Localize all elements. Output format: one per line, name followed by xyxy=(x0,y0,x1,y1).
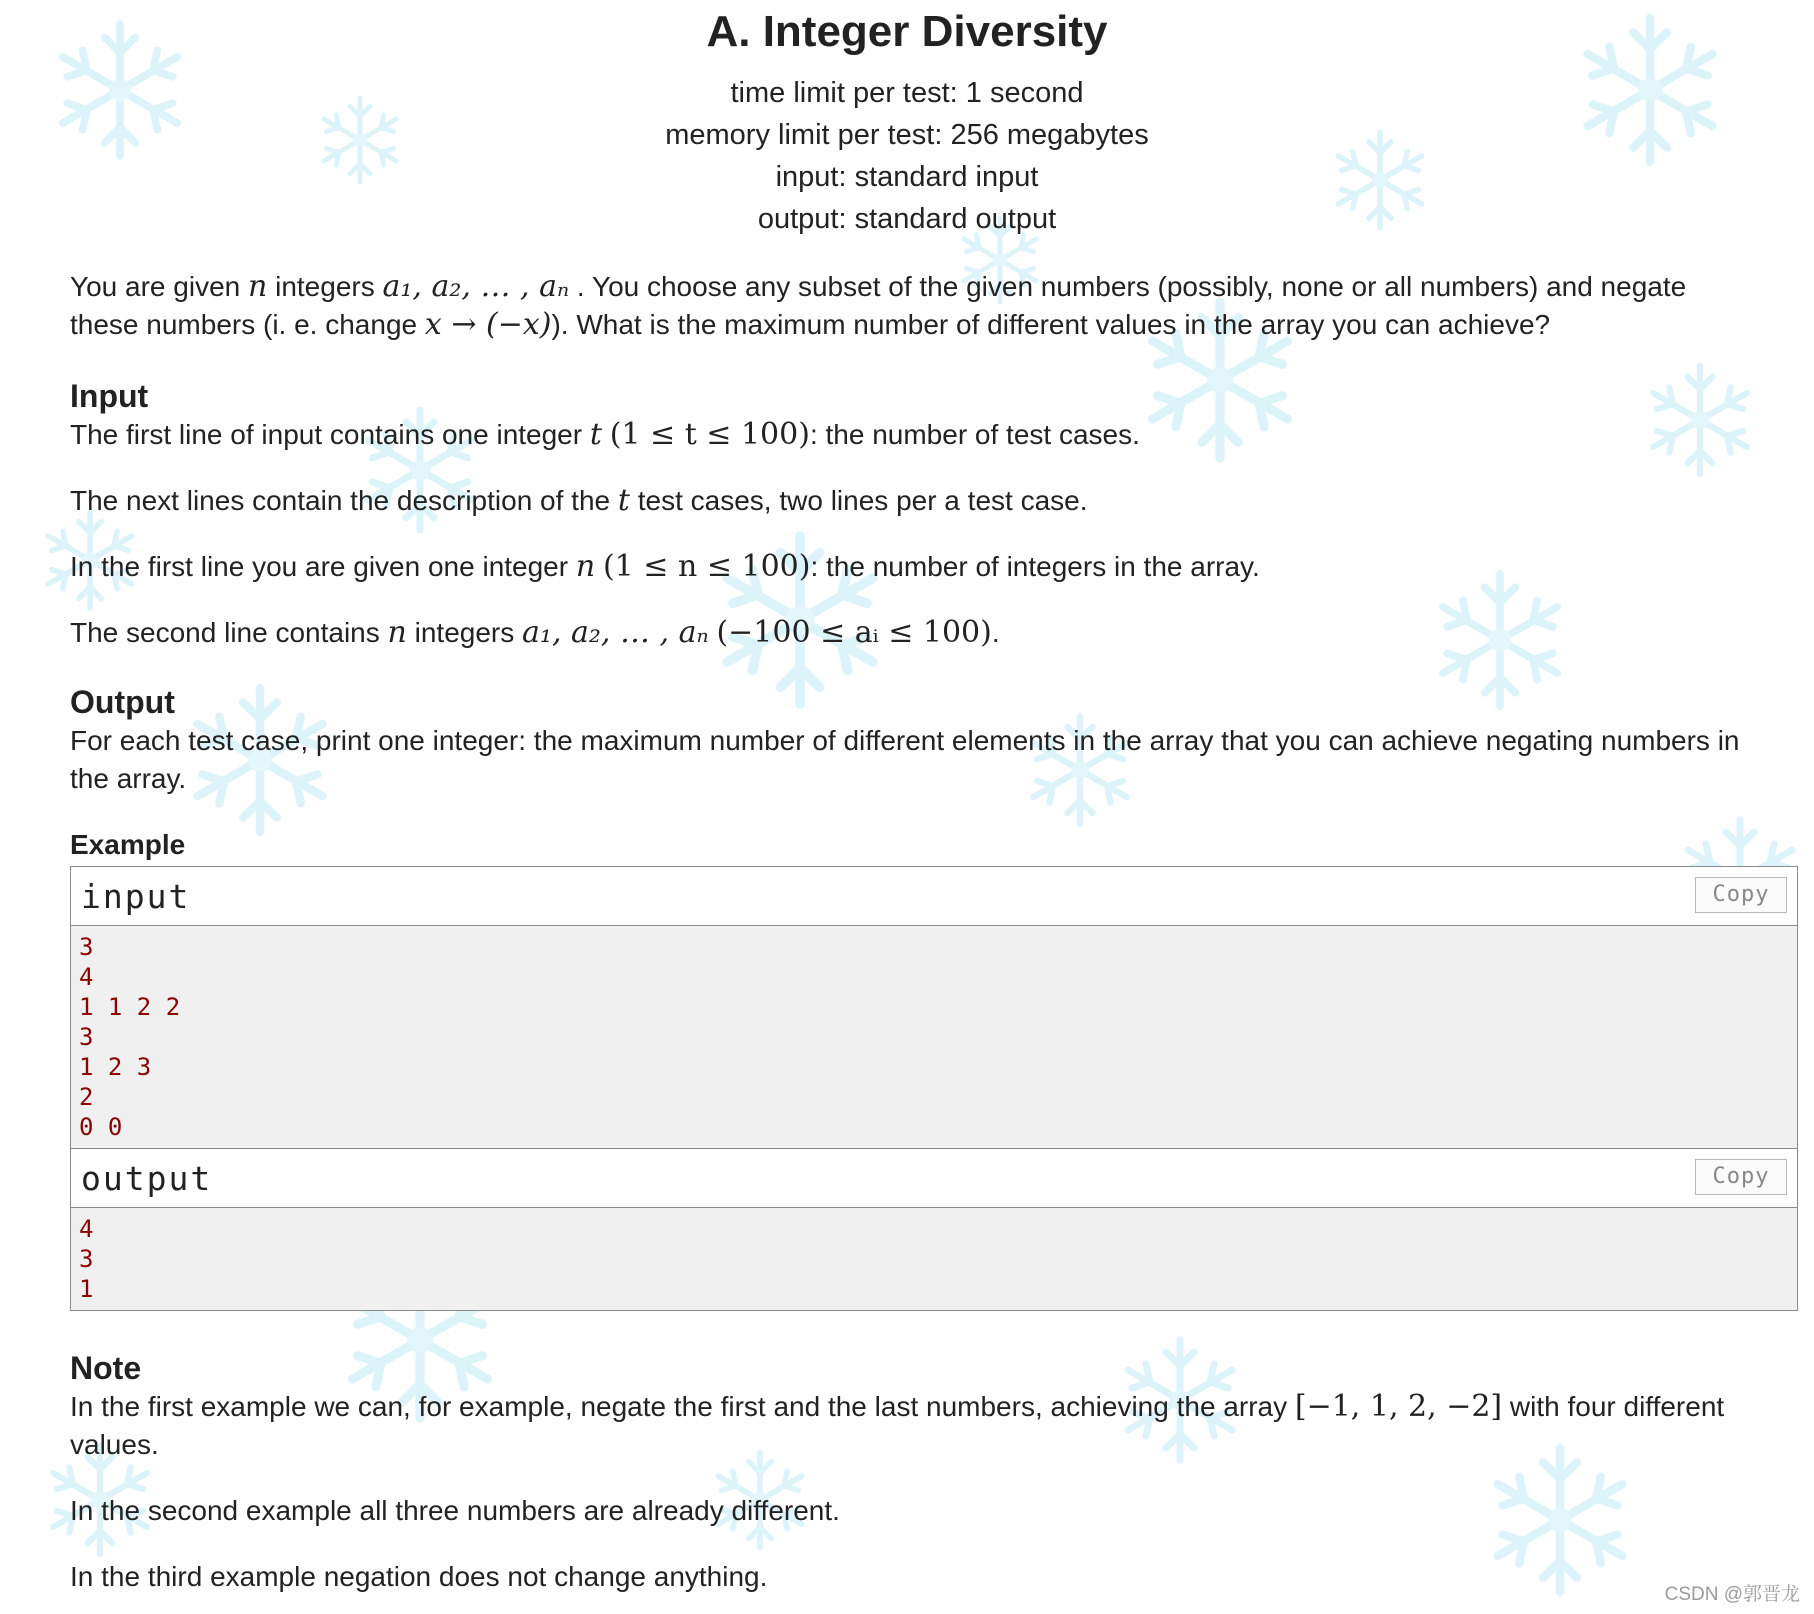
input-file: input: standard input xyxy=(775,161,1039,193)
example-title: Example xyxy=(70,829,186,860)
output-section xyxy=(70,682,1760,798)
example-input-header xyxy=(71,867,1797,926)
note-title: Note xyxy=(70,1350,142,1386)
math-sequence-2: a₁, a₂, … , aₙ xyxy=(522,615,709,650)
math-negation: x → (−x) xyxy=(424,307,552,342)
example-output-line: 1 xyxy=(79,1275,94,1303)
copy-input-button[interactable]: Copy xyxy=(1695,877,1787,913)
example-output-label: output xyxy=(81,1159,213,1198)
example-input-label: input xyxy=(81,877,191,916)
time-limit: time limit per test: 1 second xyxy=(730,77,1084,109)
input-section xyxy=(70,376,1760,652)
copy-output-button[interactable]: Copy xyxy=(1695,1159,1787,1195)
example-output-line: 3 xyxy=(79,1245,94,1273)
example-output-content xyxy=(71,1208,1797,1310)
example-input-line: 1 2 3 xyxy=(79,1053,152,1081)
output-file: output: standard output xyxy=(757,203,1057,235)
note-paragraph-1: In the first example we can, for example, negate the first and the last numbers, achieving the array [−1, 1, 2, −2] with four different values. xyxy=(70,1389,1725,1460)
statement-text: You are given n integers a₁, a₂, … , aₙ . You choose any subset of the given numbers (possibly, none or all numbers) and negate these numbers (i. e. change x → (−x)). What is the maximum number of different values in the array you can achieve? xyxy=(70,269,1687,342)
example-output-header xyxy=(71,1148,1797,1208)
note-section xyxy=(70,1348,1760,1596)
memory-limit: memory limit per test: 256 megabytes xyxy=(665,119,1149,151)
example-heading xyxy=(70,828,1760,862)
math-t-range: (1 ≤ t ≤ 100) xyxy=(609,417,810,452)
example-input-line: 4 xyxy=(79,963,94,991)
math-n: n xyxy=(248,269,268,304)
math-sequence: a₁, a₂, … , aₙ xyxy=(382,269,570,304)
example-input-line: 2 xyxy=(79,1083,94,1111)
example-input-line: 3 xyxy=(79,933,94,961)
example-box xyxy=(70,866,1798,1311)
math-n-range: (1 ≤ n ≤ 100) xyxy=(602,549,811,584)
input-title: Input xyxy=(70,378,149,414)
problem-statement xyxy=(70,268,1760,344)
example-input-line: 3 xyxy=(79,1023,94,1051)
example-input-line: 1 1 2 2 xyxy=(79,993,181,1021)
input-line-4: The second line contains n integers a₁, a₂, … , aₙ (−100 ≤ aᵢ ≤ 100). xyxy=(70,615,1000,650)
note-paragraph-2: In the second example all three numbers are already different. xyxy=(70,1495,840,1526)
input-line-3: In the first line you are given one integer n (1 ≤ n ≤ 100): the number of integers in the array. xyxy=(70,549,1260,584)
csdn-watermark: CSDN @郭晋龙 xyxy=(1664,1584,1800,1605)
output-title: Output xyxy=(70,684,175,720)
output-text: For each test case, print one integer: the maximum number of different elements in the array that you can achieve negating numbers in the array. xyxy=(70,725,1740,794)
example-input-line: 0 0 xyxy=(79,1113,123,1141)
input-line-1: The first line of input contains one integer t (1 ≤ t ≤ 100): the number of test cases. xyxy=(70,417,1140,452)
note-paragraph-3: In the third example negation does not change anything. xyxy=(70,1561,768,1592)
problem-title: A. Integer Diversity xyxy=(706,7,1108,56)
math-array: [−1, 1, 2, −2] xyxy=(1294,1389,1503,1424)
example-input-content xyxy=(71,926,1797,1148)
math-a-range: (−100 ≤ aᵢ ≤ 100) xyxy=(716,615,992,650)
input-line-2: The next lines contain the description of the t test cases, two lines per a test case. xyxy=(70,483,1088,518)
problem-header xyxy=(0,0,1814,240)
example-output-line: 4 xyxy=(79,1215,94,1243)
